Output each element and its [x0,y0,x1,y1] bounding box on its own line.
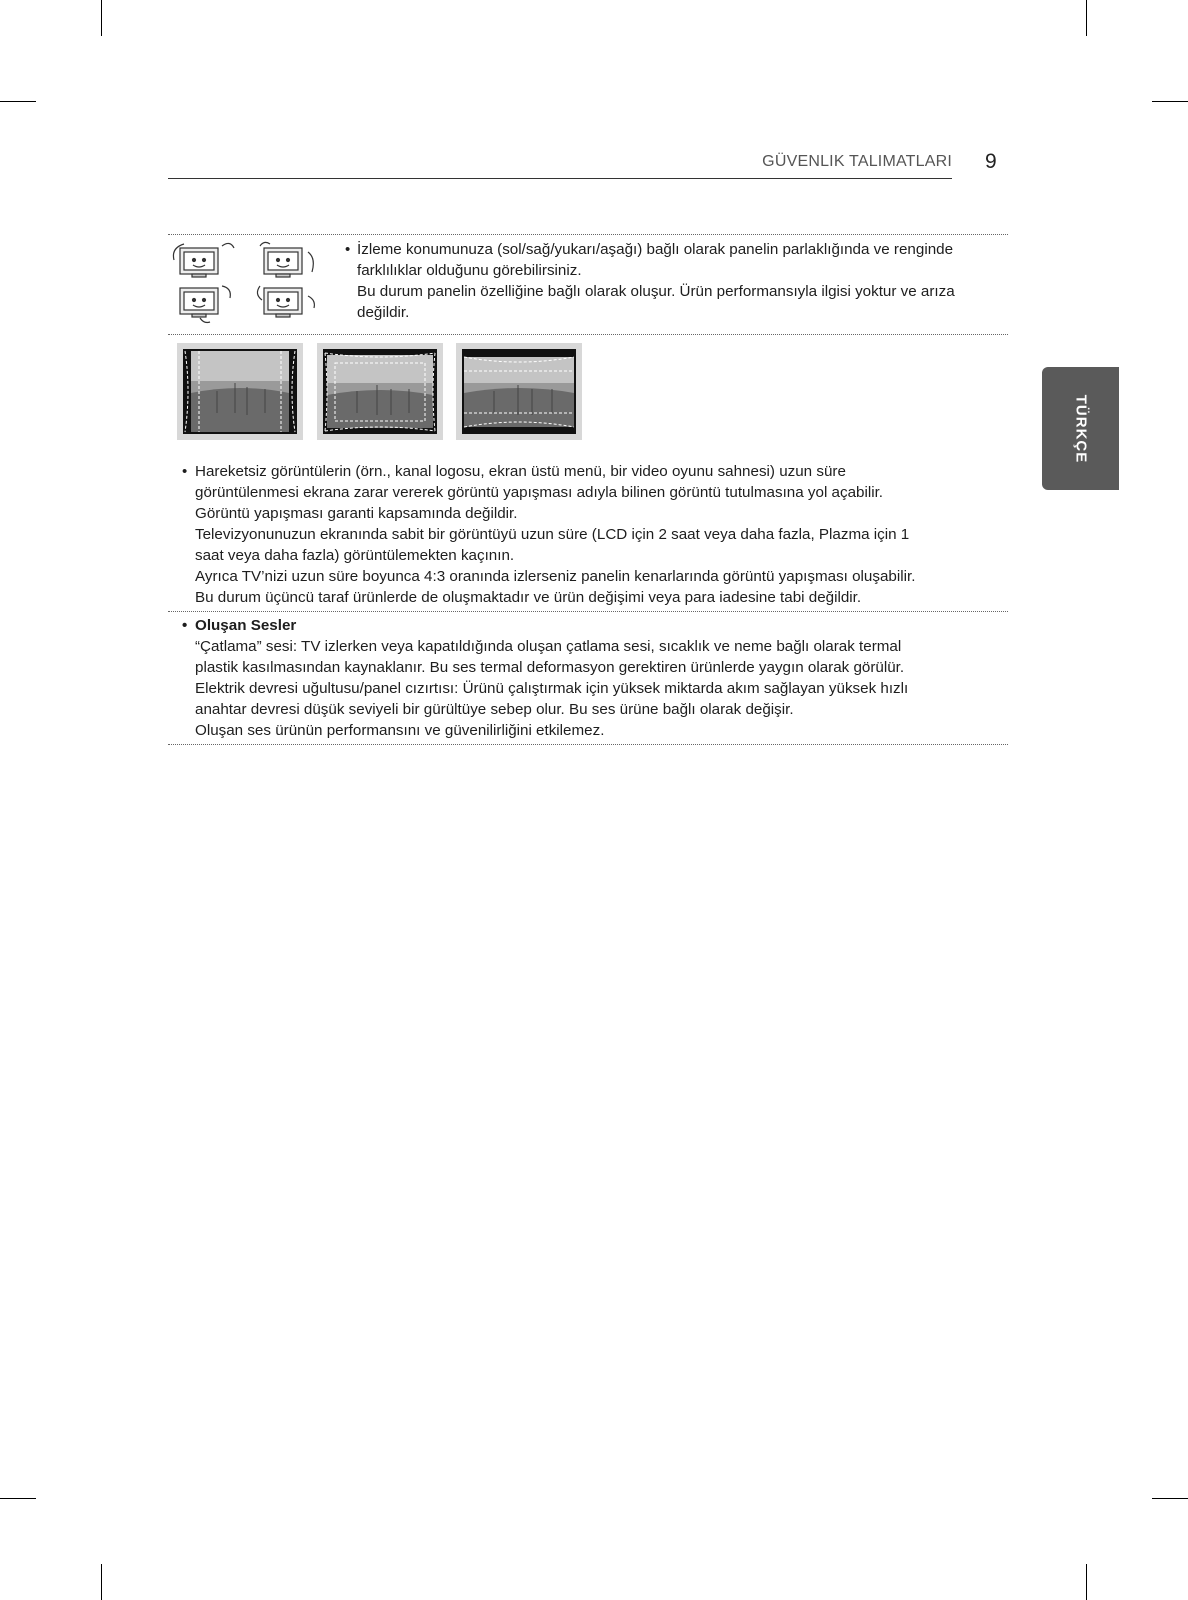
text-line: anahtar devresi düşük seviyeli bir gürültüye sebep olur. Bu ses ürüne bağlı olarak değişir. [195,701,794,718]
bullet: • [182,463,188,480]
language-tab-label: TÜRKÇE [1072,394,1089,463]
divider [168,234,1008,235]
crop-mark [1152,1498,1188,1499]
text-line: Hareketsiz görüntülerin (örn., kanal logosu, ekran üstü menü, bir video oyunu sahnesi) uzun süre [195,463,846,480]
text-line: “Çatlama” sesi: TV izlerken veya kapatıldığında oluşan çatlama sesi, sıcaklık ve neme bağlı olarak termal [195,638,902,655]
text-line: Ayrıca TV’nizi uzun süre boyunca 4:3 oranında izlerseniz panelin kenarlarında görüntü yapışması oluşabilir. [195,568,916,585]
header-rule [168,178,952,179]
viewing-angle-note [357,239,1007,323]
image-retention-example-photo [456,343,582,440]
crop-mark [1086,0,1087,36]
crop-mark [1086,1564,1087,1600]
image-retention-example-photo [177,343,303,440]
bullet: • [182,617,188,634]
crop-mark [1152,101,1188,102]
section-heading: Oluşan Sesler [195,617,297,634]
generated-sounds-note [195,615,1015,741]
section-title: GÜVENLIK TALIMATLARI [762,153,952,170]
crop-mark [0,1498,36,1499]
text-line: Televizyonunuzun ekranında sabit bir görüntüyü uzun süre (LCD için 2 saat veya daha fazla, Plazma için 1 [195,526,910,543]
tv-viewing-angle-illustration [170,240,330,326]
image-retention-note [195,461,1015,608]
divider [168,334,1008,335]
text-line: plastik kasılmasından kaynaklanır. Bu ses termal deformasyon gerektiren ürünlerde yaygın olarak görülür. [195,659,905,676]
bullet: • [345,241,351,258]
language-tab [1042,367,1119,490]
crop-mark [101,0,102,36]
text-line: farklılıklar olduğunu görebilirsiniz. [357,262,582,279]
text-line: saat veya daha fazla) görüntülemekten kaçının. [195,547,515,564]
text-line: İzleme konumunuza (sol/sağ/yukarı/aşağı) bağlı olarak panelin parlaklığında ve renginde [357,241,954,258]
text-line: Bu durum panelin özelliğine bağlı olarak oluşur. Ürün performansıyla ilgisi yoktur ve arıza [357,283,955,300]
crop-mark [0,101,36,102]
text-line: Görüntü yapışması garanti kapsamında değildir. [195,505,518,522]
text-line: görüntülenmesi ekrana zarar vererek görüntü yapışması adıyla bilinen görüntü tutulmasına yol açabilir. [195,484,884,501]
divider [168,744,1008,745]
text-line: Elektrik devresi uğultusu/panel cızırtısı: Ürünü çalıştırmak için yüksek miktarda akım sağlayan yüksek hızlı [195,680,909,697]
crop-mark [101,1564,102,1600]
text-line: Bu durum üçüncü taraf ürünlerde de oluşmaktadır ve ürün değişimi veya para iadesine tabi değildir. [195,589,862,606]
divider [168,611,1008,612]
text-line: Oluşan ses ürünün performansını ve güvenilirliğini etkilemez. [195,722,605,739]
page-number: 9 [985,150,997,173]
text-line: değildir. [357,304,410,321]
image-retention-example-photo [317,343,443,440]
